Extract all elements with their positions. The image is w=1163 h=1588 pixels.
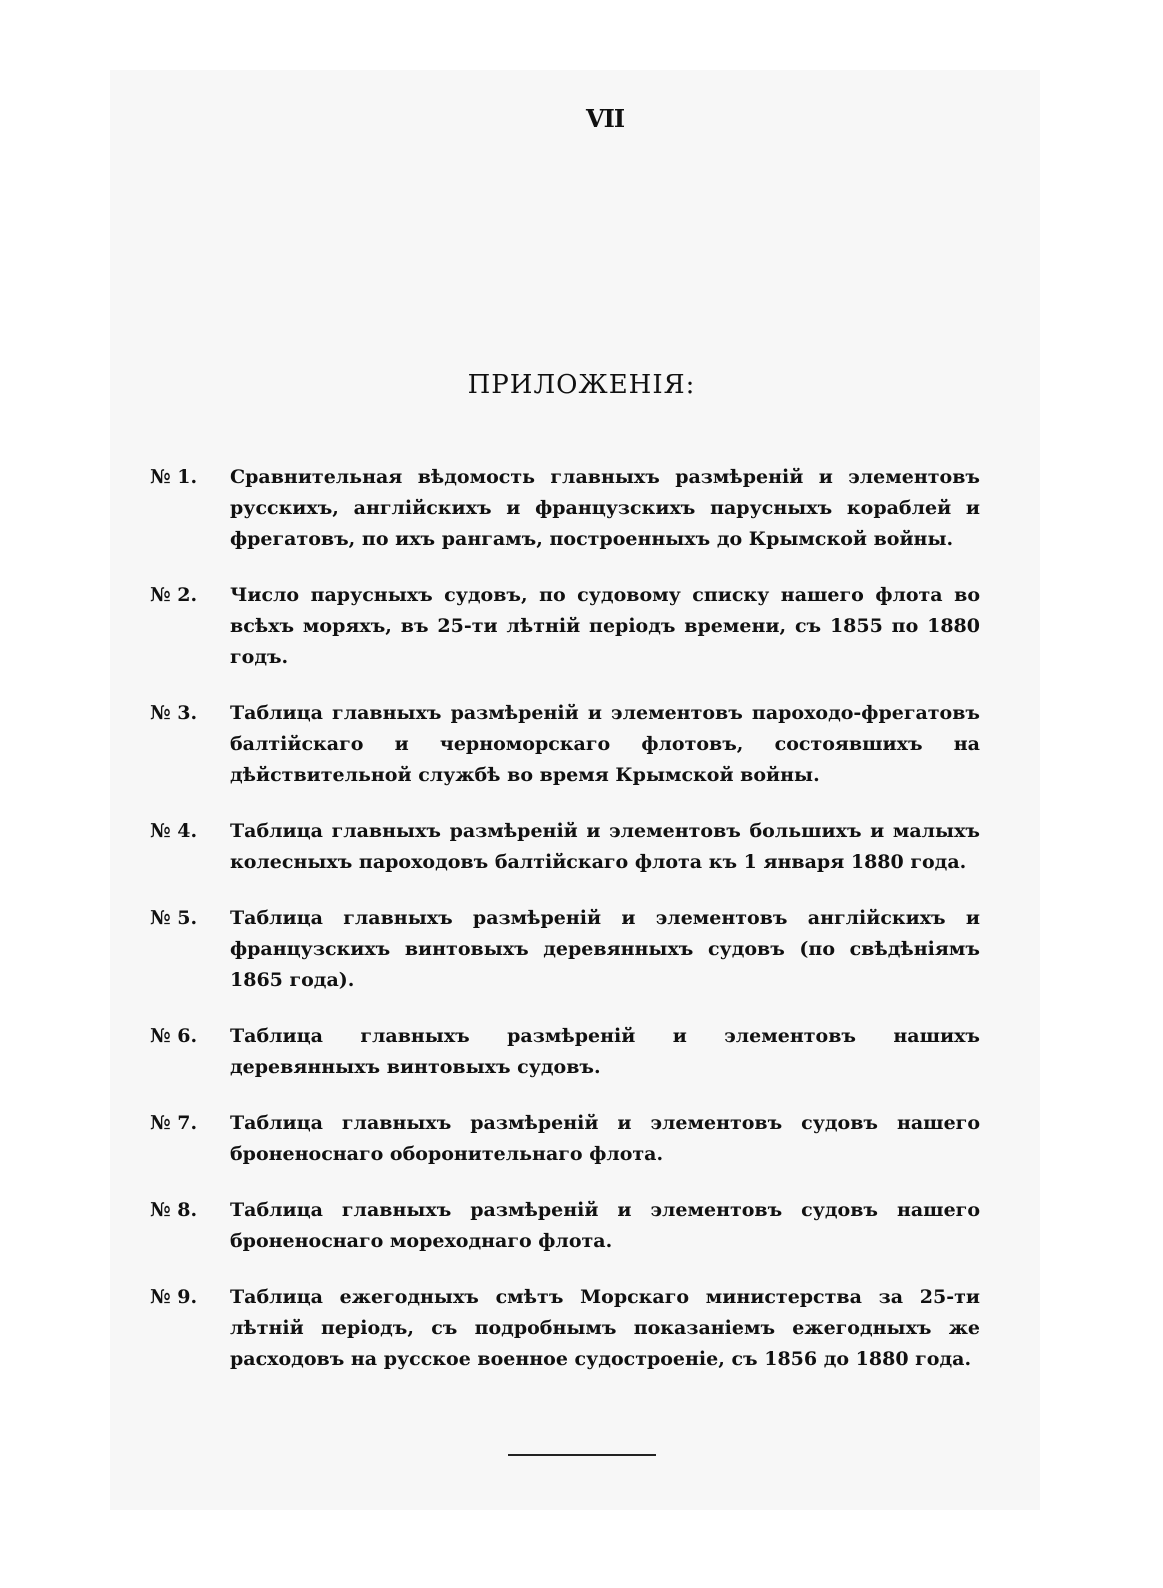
appendix-number: № 9. <box>150 1286 198 1308</box>
appendix-description: Таблица главныхъ размѣреній и элементовъ англійскихъ и французскихъ винтовыхъ деревянныхъ судовъ (по свѣдѣніямъ 1865 года). <box>230 907 980 991</box>
appendix-item-9 <box>150 1282 980 1375</box>
appendix-description: Таблица главныхъ размѣреній и элементовъ нашихъ деревянныхъ винтовыхъ судовъ. <box>230 1025 980 1078</box>
appendix-description: Таблица главныхъ размѣреній и элементовъ судовъ нашего броненоснаго оборонительнаго флота. <box>230 1112 980 1165</box>
appendix-description: Сравнительная вѣдомость главныхъ размѣреній и элементовъ русскихъ, англійскихъ и французскихъ парусныхъ кораблей и фрегатовъ, по ихъ рангамъ, построенныхъ до Крымской войны. <box>230 466 980 550</box>
appendix-number: № 3. <box>150 702 198 724</box>
appendix-item-5 <box>150 903 980 996</box>
appendix-item-3 <box>150 698 980 791</box>
appendix-item-4 <box>150 816 980 878</box>
page-number: VII <box>586 104 625 133</box>
appendix-description: Таблица главныхъ размѣреній и элементовъ пароходо-фрегатовъ балтійскаго и черноморскаго флотовъ, состоявшихъ на дѣйствительной службѣ во время Крымской войны. <box>230 702 980 786</box>
end-divider <box>508 1454 656 1456</box>
appendix-description: Число парусныхъ судовъ, по судовому списку нашего флота во всѣхъ моряхъ, въ 25-ти лѣтній періодъ времени, съ 1855 по 1880 годъ. <box>230 584 980 668</box>
appendix-number: № 5. <box>150 907 198 929</box>
appendix-number: № 4. <box>150 820 198 842</box>
appendix-description: Таблица главныхъ размѣреній и элементовъ большихъ и малыхъ колесныхъ пароходовъ балтійскаго флота къ 1 января 1880 года. <box>230 820 980 873</box>
page-title: ПРИЛОЖЕНІЯ: <box>467 370 696 400</box>
appendix-description: Таблица ежегодныхъ смѣтъ Морскаго министерства за 25-ти лѣтній періодъ, съ подробнымъ показаніемъ ежегодныхъ же расходовъ на русское военное судостроеніе, съ 1856 до 1880 года. <box>230 1286 980 1370</box>
appendix-number: № 2. <box>150 584 198 606</box>
appendix-number: № 1. <box>150 466 198 488</box>
appendix-item-2 <box>150 580 980 673</box>
appendix-item-8 <box>150 1195 980 1257</box>
appendix-number: № 6. <box>150 1025 198 1047</box>
appendix-item-7 <box>150 1108 980 1170</box>
appendix-list <box>150 462 980 1400</box>
appendix-number: № 7. <box>150 1112 198 1134</box>
appendix-number: № 8. <box>150 1199 198 1221</box>
appendix-item-6 <box>150 1021 980 1083</box>
appendix-description: Таблица главныхъ размѣреній и элементовъ судовъ нашего броненоснаго мореходнаго флота. <box>230 1199 980 1252</box>
appendix-item-1 <box>150 462 980 555</box>
